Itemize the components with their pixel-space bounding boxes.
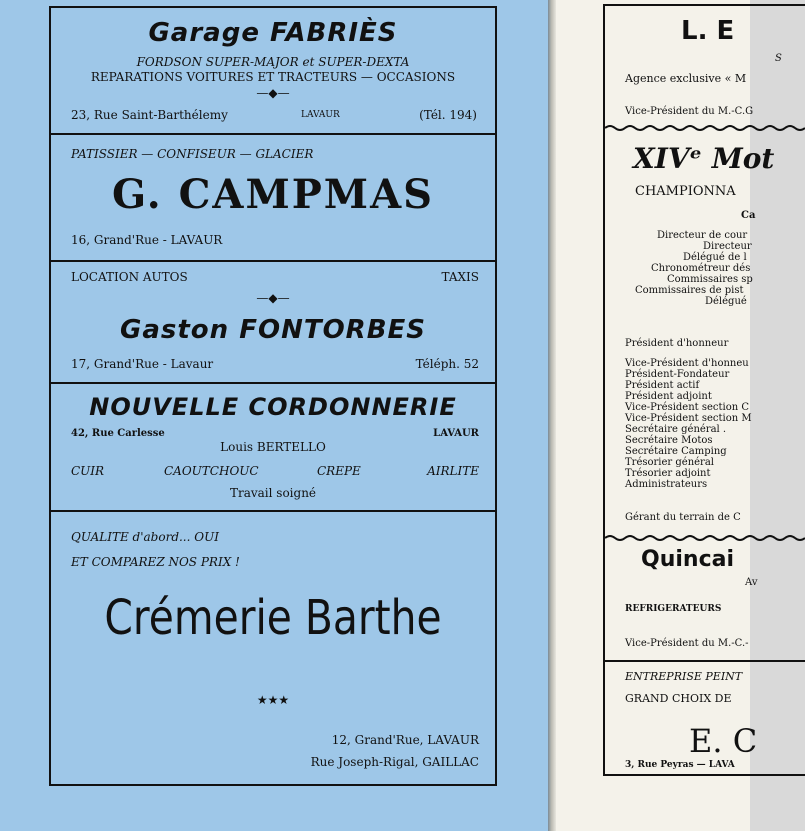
wavy-divider [605, 124, 805, 132]
cremerie-address2: Rue Joseph-Rigal, GAILLAC [310, 755, 479, 769]
divider [51, 260, 495, 262]
material-item: CAOUTCHOUC [164, 464, 259, 478]
av-label: Av [745, 577, 758, 588]
fontorbes-ornament: —◆— [256, 291, 290, 305]
garage-ornament: —◆— [256, 86, 290, 100]
committee-item: Secrétaire Motos [625, 435, 713, 446]
taxis-label: TAXIS [441, 270, 479, 284]
grand-choix-line: GRAND CHOIX DE [625, 692, 732, 705]
committee-item: Président-Fondateur [625, 369, 730, 380]
cordonnerie-town: LAVAUR [433, 428, 479, 439]
divider [51, 382, 495, 384]
campmas-name: G. CAMPMAS [111, 171, 434, 218]
divider [605, 660, 805, 662]
divider [51, 133, 495, 135]
entreprise-line: ENTREPRISE PEINT [625, 670, 743, 683]
event-title: XIVᵉ Mot [633, 142, 775, 175]
garage-line1: FORDSON SUPER-MAJOR et SUPER-DEXTA [136, 55, 410, 69]
official-item: Délégué de l [683, 252, 747, 263]
cremerie-slogan2: ET COMPAREZ NOS PRIX ! [71, 555, 240, 569]
fontorbes-phone: Téléph. 52 [415, 357, 479, 371]
official-item: Commissaires sp [667, 274, 753, 285]
committee-item: Président actif [625, 380, 700, 391]
garage-name: Garage FABRIÈS [148, 18, 398, 48]
right-frame [603, 4, 805, 776]
header-sub: S [775, 53, 782, 64]
committee-item: Trésorier adjoint [625, 468, 711, 479]
official-item: Chronométreur dés [651, 263, 751, 274]
peyras-address: 3, Rue Peyras — LAVA [625, 760, 735, 770]
cremerie-stars: ★★★ [256, 693, 290, 707]
material-item: AIRLITE [427, 464, 479, 478]
committee-item: Vice-Président d'honneu [625, 358, 749, 369]
committee-item: Vice-Président section M [625, 413, 752, 424]
committee-item: Vice-Président section C [625, 402, 750, 413]
header-name: L. E [681, 16, 735, 46]
official-item: Directeur de cour [657, 230, 748, 241]
campmas-address: 16, Grand'Rue - LAVAUR [71, 233, 223, 247]
garage-phone: (Tél. 194) [419, 108, 477, 122]
committee-item: Secrétaire général . [625, 424, 727, 435]
ca-label: Ca [741, 210, 756, 221]
campmas-trades: PATISSIER — CONFISEUR — GLACIER [71, 147, 314, 161]
vice-president-line-2: Vice-Président du M.-C.- [625, 638, 749, 649]
cordonnerie-name: NOUVELLE CORDONNERIE [89, 393, 457, 421]
material-item: CREPE [317, 464, 361, 478]
fontorbes-address: 17, Grand'Rue - Lavaur [71, 357, 214, 371]
material-item: CUIR [71, 464, 105, 478]
committee-item: Secrétaire Camping [625, 446, 727, 457]
cordonnerie-owner: Louis BERTELLO [220, 440, 326, 454]
official-item: Délégué [705, 296, 747, 307]
championship-line: CHAMPIONNA [635, 184, 736, 199]
location-autos-label: LOCATION AUTOS [71, 270, 188, 284]
official-item: Commissaires de pist [635, 285, 744, 296]
official-item: Directeur [703, 241, 752, 252]
garage-town: LAVAUR [301, 110, 340, 120]
committee-item: Président adjoint [625, 391, 712, 402]
committee-item: Trésorier général [625, 457, 714, 468]
wavy-divider [605, 534, 805, 542]
cordonnerie-tagline: Travail soigné [229, 486, 317, 500]
cremerie-slogan1: QUALITE d'abord... OUI [71, 530, 219, 544]
quincaillerie-name: Quincai [641, 547, 734, 572]
gerant-line: Gérant du terrain de C [625, 512, 741, 523]
e-name: E. C [689, 722, 758, 760]
cremerie-address1: 12, Grand'Rue, LAVAUR [331, 733, 479, 747]
president-honneur: Président d'honneur [625, 338, 729, 349]
right-page [556, 0, 782, 831]
refrigerateurs-label: REFRIGERATEURS [625, 604, 722, 614]
divider [51, 510, 495, 512]
ads-frame [49, 6, 497, 786]
cordonnerie-address: 42, Rue Carlesse [71, 428, 165, 439]
fontorbes-name: Gaston FONTORBES [120, 315, 426, 345]
committee-item: Administrateurs [625, 479, 708, 490]
vice-president-line: Vice-Président du M.-C.G [625, 106, 754, 117]
garage-line2: REPARATIONS VOITURES ET TRACTEURS — OCCASIONS [90, 70, 456, 84]
garage-address: 23, Rue Saint-Barthélemy [71, 108, 228, 122]
agence-line: Agence exclusive « M [625, 72, 747, 85]
cremerie-name: Crémerie Barthe [104, 590, 442, 646]
book-gutter [548, 0, 556, 831]
